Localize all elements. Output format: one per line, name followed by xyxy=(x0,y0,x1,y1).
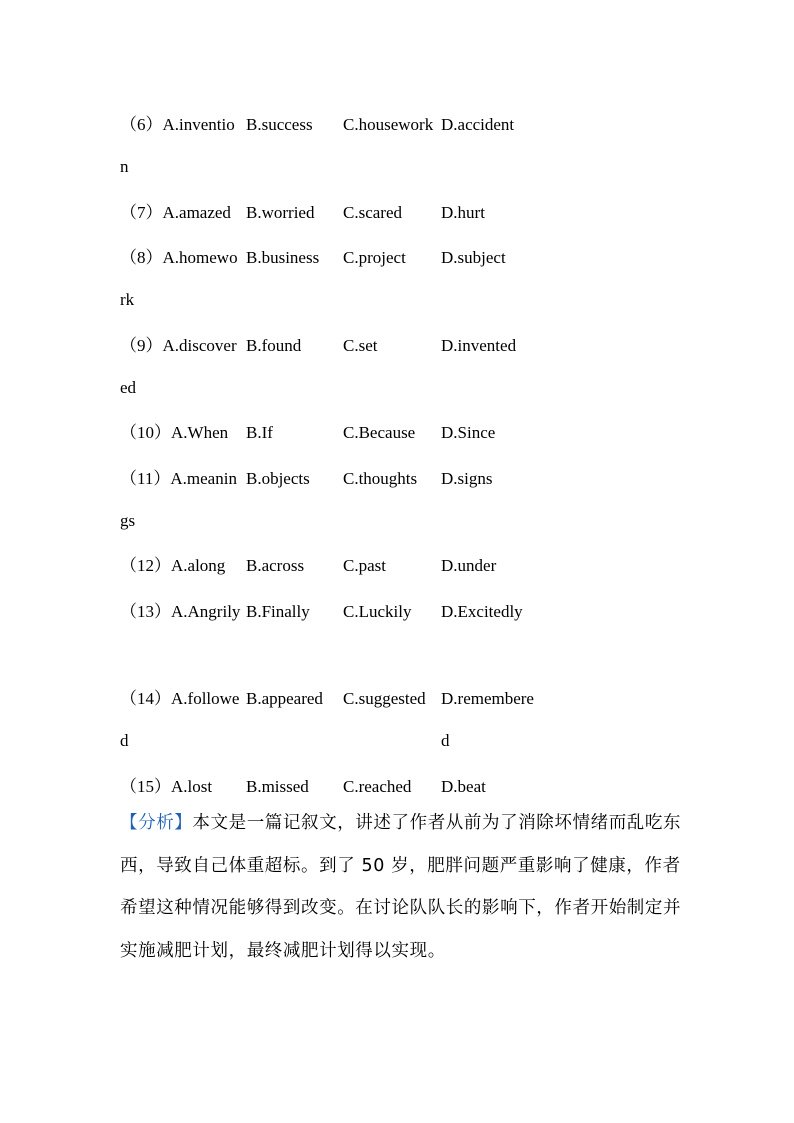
option-a-text: A.homework xyxy=(120,248,238,309)
question-option-c: C.Because xyxy=(343,423,416,442)
question-option-b: B.success xyxy=(246,115,313,134)
question-row xyxy=(120,545,560,591)
question-option-c: C.reached xyxy=(343,776,412,796)
question-row xyxy=(120,104,560,192)
question-option-a xyxy=(120,237,243,321)
option-a-text: A.meanings xyxy=(120,468,237,530)
question-number: （8） xyxy=(120,248,163,267)
question-option-d: D.under xyxy=(441,556,497,575)
option-a-text: A.When xyxy=(171,423,229,442)
question-option-b: B.Finally xyxy=(246,601,310,621)
question-option-a xyxy=(120,458,243,542)
question-option-a xyxy=(120,678,243,762)
question-number: （13） xyxy=(120,601,171,621)
question-option-b: B.business xyxy=(246,248,320,267)
options-table xyxy=(120,104,560,811)
question-option-d: D.Since xyxy=(441,423,496,442)
question-option-d: D.remembered xyxy=(441,689,534,750)
question-row xyxy=(120,192,560,238)
question-option-d: D.subject xyxy=(441,248,506,267)
question-option-c: C.Luckily xyxy=(343,601,412,621)
option-a-text: A.along xyxy=(171,556,226,575)
question-option-c: C.set xyxy=(343,335,378,355)
question-option-c: C.project xyxy=(343,248,406,267)
question-option-c: C.housework xyxy=(343,115,434,134)
option-a-text: A.followed xyxy=(120,689,240,750)
option-a-text: A.discovered xyxy=(120,335,237,397)
question-number: （14） xyxy=(120,689,171,708)
question-row xyxy=(120,678,560,766)
question-option-a xyxy=(120,325,243,409)
question-option-b: B.missed xyxy=(246,776,309,796)
question-row xyxy=(120,591,560,679)
question-option-a xyxy=(120,545,243,587)
question-option-b: B.appeared xyxy=(246,689,323,708)
question-option-d: D.invented xyxy=(441,335,517,355)
question-option-b: B.across xyxy=(246,556,305,575)
question-option-d: D.hurt xyxy=(441,202,485,222)
question-row xyxy=(120,325,560,413)
option-a-text: A.amazed xyxy=(162,202,231,222)
option-a-text: A.Angrily xyxy=(171,601,241,621)
question-number: （11） xyxy=(120,468,171,488)
question-number: （6） xyxy=(120,115,163,134)
question-option-b: B.objects xyxy=(246,468,310,488)
question-option-a xyxy=(120,591,243,633)
question-option-d: D.accident xyxy=(441,115,515,134)
question-option-d: D.Excitedly xyxy=(441,601,523,621)
question-row xyxy=(120,412,560,458)
analysis-paragraph xyxy=(120,802,690,972)
question-option-c: C.scared xyxy=(343,202,403,222)
question-option-a xyxy=(120,412,243,454)
question-number: （10） xyxy=(120,423,171,442)
question-option-a xyxy=(120,192,243,234)
question-option-b: B.found xyxy=(246,335,302,355)
question-option-b: B.If xyxy=(246,423,273,442)
question-number: （9） xyxy=(120,335,163,355)
option-a-text: A.lost xyxy=(171,776,213,796)
question-option-d: D.signs xyxy=(441,468,493,488)
question-number: （7） xyxy=(120,202,163,222)
question-row xyxy=(120,237,560,325)
option-a-text: A.invention xyxy=(120,115,235,176)
question-option-c: C.past xyxy=(343,556,386,575)
question-option-c: C.suggested xyxy=(343,689,426,708)
question-number: （12） xyxy=(120,556,171,575)
question-option-b: B.worried xyxy=(246,202,315,222)
question-option-a xyxy=(120,104,243,188)
question-number: （15） xyxy=(120,776,171,796)
analysis-text: 本文是一篇记叙文，讲述了作者从前为了消除坏情绪而乱吃东西，导致自己体重超标。到了 50 岁，肥胖问题严重影响了健康，作者希望这种情况能够得到改变。在讨论队队长的影响下，作者开始制定并实施减肥计划，最终减肥计划得以实现。 xyxy=(120,813,682,961)
question-option-c: C.thoughts xyxy=(343,468,418,488)
question-option-d: D.beat xyxy=(441,776,486,796)
analysis-tag: 【分析】 xyxy=(120,813,193,833)
question-row xyxy=(120,458,560,546)
